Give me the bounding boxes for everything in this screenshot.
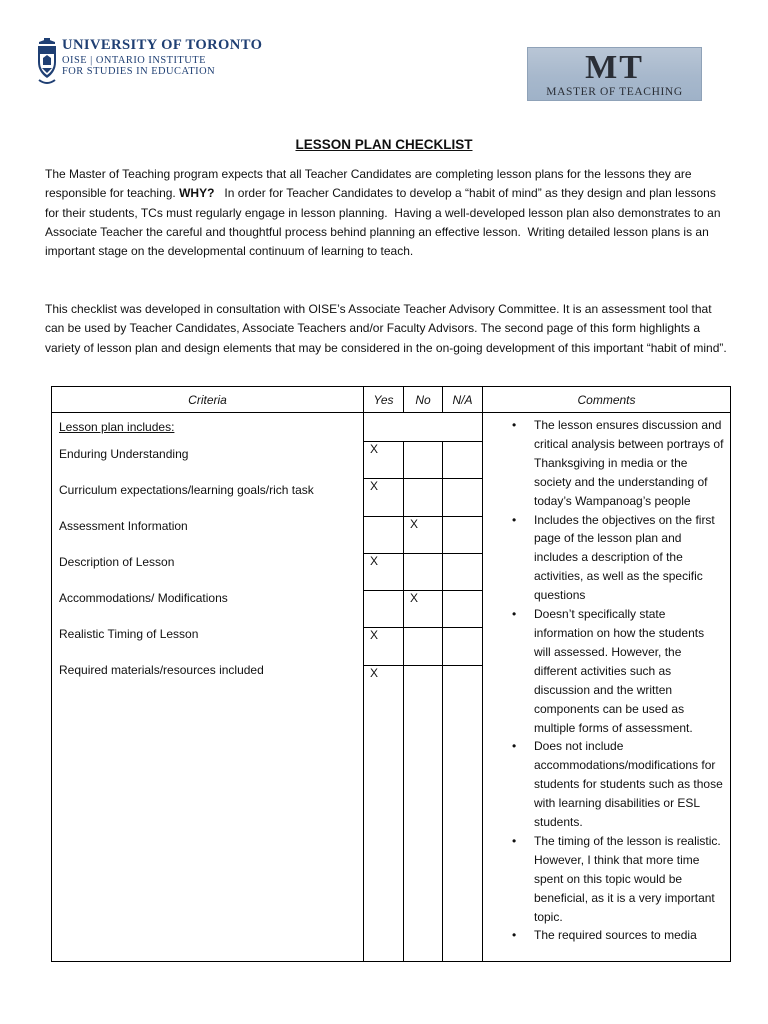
na-cell [443, 591, 483, 628]
na-cell [443, 442, 483, 479]
checklist-description-paragraph: This checklist was developed in consultation with OISE’s Associate Teacher Advisory Committee. It is an assessment tool that can be used by Teacher Candidates, Associate Teachers and/or Faculty Advisors. The second page of this form highlights a variety of lesson plan and design elements that may be considered in the on-going development of this important “habit of mind”. [45, 302, 727, 355]
header-criteria: Criteria [52, 387, 364, 413]
yes-cell [364, 591, 404, 628]
no-cell: X [404, 516, 443, 553]
criteria-item: Assessment Information [59, 519, 188, 533]
intro-why: WHY? [179, 186, 215, 201]
yes-cell [364, 516, 404, 553]
yes-cell: X [364, 553, 404, 590]
na-cell [443, 479, 483, 516]
no-cell [404, 479, 443, 516]
na-cell [443, 553, 483, 590]
comment-item: • The timing of the lesson is realistic. However, I think that more time spent on this topic would be beneficial, as it is a very important topic. [483, 832, 724, 927]
section-heading: Lesson plan includes: [59, 420, 175, 434]
criteria-item: Realistic Timing of Lesson [59, 627, 199, 641]
comment-item: • Does not include accommodations/modifications for students for students such as those with learning disabilities or ESL students. [483, 737, 724, 832]
comment-item: • The required sources to media [483, 926, 724, 945]
mt-letters: MT [585, 49, 644, 86]
criteria-item: Description of Lesson [59, 555, 175, 569]
lesson-plan-checklist-table [51, 386, 731, 962]
oise-line-1: OISE | ONTARIO INSTITUTE [62, 54, 206, 66]
na-cell [443, 516, 483, 553]
uoft-oise-logo [36, 38, 262, 88]
no-cell: X [404, 591, 443, 628]
header-yes: Yes [364, 387, 404, 413]
comments-list [483, 416, 724, 945]
page-title: LESSON PLAN CHECKLIST [295, 137, 473, 152]
no-cell [404, 553, 443, 590]
criteria-column [52, 413, 364, 962]
criteria-item: Accommodations/ Modifications [59, 591, 228, 605]
no-cell [404, 442, 443, 479]
intro-text-after: In order for Teacher Candidates to develop a “habit of mind” as they design and plan lessons for their students, TCs must regularly engage in lesson planning. Having a well-developed lesson plan also demonstrates to an Associate Teacher the careful and thoughtful process behind planning an effective lesson. Writing detailed lesson plans is an important stage on the developmental continuum of learning to teach. [45, 186, 724, 259]
crest-icon [36, 38, 58, 88]
mt-subtitle: MASTER OF TEACHING [546, 86, 683, 98]
no-cell [404, 665, 443, 961]
university-name: UNIVERSITY OF TORONTO [62, 37, 263, 53]
yes-cell: X [364, 479, 404, 516]
criteria-item: Required materials/resources included [59, 663, 264, 677]
yes-cell: X [364, 665, 404, 961]
intro-paragraph [45, 165, 727, 261]
header-na: N/A [443, 387, 483, 413]
comments-column [483, 413, 731, 962]
comment-item: • Includes the objectives on the first page of the lesson plan and includes a description of the activities, as well as the specific questions [483, 511, 724, 606]
header-no: No [404, 387, 443, 413]
table-header-row [52, 387, 731, 413]
yes-cell: X [364, 628, 404, 665]
criteria-item: Curriculum expectations/learning goals/rich task [59, 483, 314, 497]
yes-cell: X [364, 442, 404, 479]
header-comments: Comments [483, 387, 731, 413]
na-cell [443, 628, 483, 665]
criteria-item: Enduring Understanding [59, 447, 189, 461]
section-mark-cell [364, 413, 483, 442]
oise-line-2: FOR STUDIES IN EDUCATION [62, 66, 216, 77]
comment-item: • The lesson ensures discussion and critical analysis between portrays of Thanksgiving in media or the society and the understanding of today’s Wampanoag’s people [483, 416, 724, 511]
section-row [52, 413, 731, 442]
comment-item: • Doesn’t specifically state information on how the students will assessed. However, the different activities such as discussion and the written components can be used as multiple forms of assessment. [483, 605, 724, 737]
na-cell [443, 665, 483, 961]
no-cell [404, 628, 443, 665]
master-of-teaching-logo [527, 47, 702, 101]
intro-text-before: The Master of Teaching program expects that all Teacher Candidates are completing lesson plans for the lessons they are responsible for teaching. [45, 167, 692, 201]
